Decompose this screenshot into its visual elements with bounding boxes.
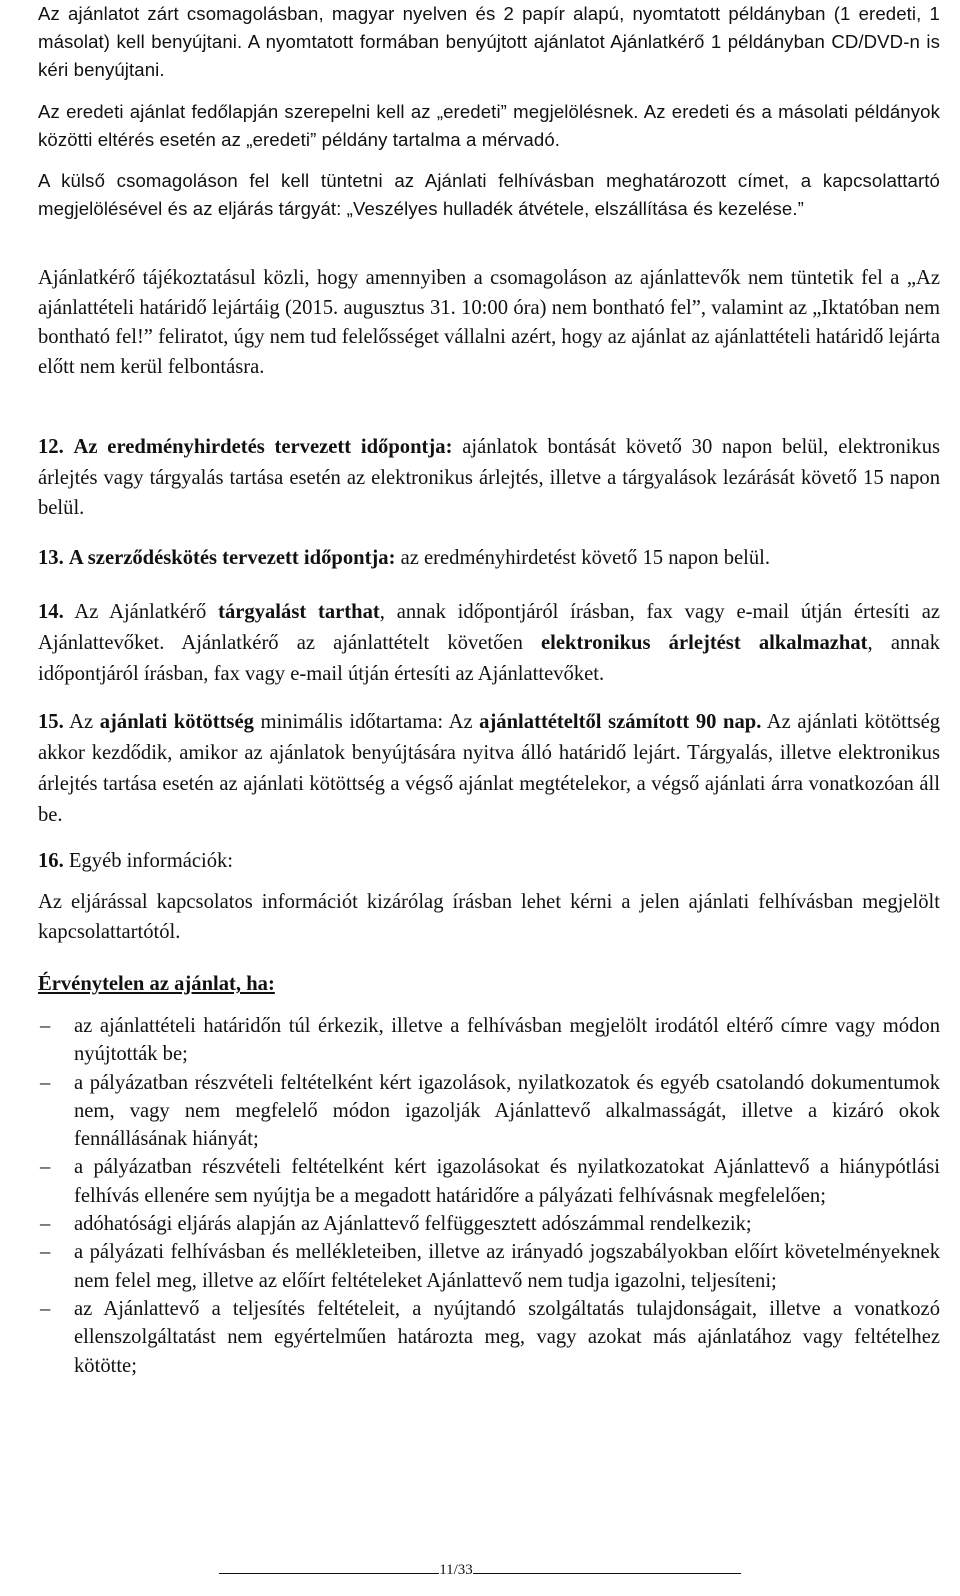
page-number: 11/33: [439, 1562, 473, 1578]
dash-bullet: –: [40, 1071, 51, 1094]
paragraph-text: A külső csomagoláson fel kell tüntetni az Ajánlati felhívásban meghatározott címet, a kapcsolattartó megjelölésével és az eljárás tárgyát: „Veszélyes hulladék átvétele, elszállítása és kezelése.”: [38, 170, 940, 219]
list-item-text: a pályázatban részvételi feltételként kért igazolások, nyilatkozatok és egyéb csatolandó dokumentumok nem, vagy nem megfelelő módon igazolják Ajánlattevő alkalmasságát, illetve a kizáró okok fennállásának hiányát;: [74, 1071, 940, 1151]
page-footer: [210, 1560, 750, 1580]
section-text: Az eljárással kapcsolatos információt kizárólag írásban lehet kérni a jelen ajánlati felhívásban megjelölt kapcsolattartótól.: [38, 891, 940, 943]
section-14: [38, 597, 940, 690]
section-16-body: [38, 887, 940, 947]
footer-rule-right: [473, 1572, 741, 1574]
section-text: minimális időtartama: Az: [253, 711, 480, 733]
dash-bullet: –: [40, 1241, 51, 1264]
bold-phrase: elektronikus árlejtést alkalmazhat: [541, 632, 868, 654]
section-text: Az: [63, 711, 100, 733]
paragraph-text: Az ajánlatot zárt csomagolásban, magyar nyelven és 2 papír alapú, nyomtatott példányban (1 eredeti, 1 másolat) kell benyújtani. A nyomtatott formában benyújtott ajánlatot Ajánlatkérő 1 példányban CD/DVD-n is kéri benyújtani.: [38, 3, 940, 80]
paragraph-original-marking: [38, 98, 940, 154]
section-text: Az Ajánlatkérő: [63, 601, 219, 623]
invalid-heading: Érvénytelen az ajánlat, ha:: [38, 973, 275, 995]
bold-phrase: ajánlati kötöttség: [99, 711, 254, 733]
bold-phrase: tárgyalást tarthat: [218, 601, 380, 623]
list-item: [38, 1210, 940, 1238]
section-text: , annak időpontjáról írásban, fax vagy e-mail útján értesíti az Ajánlattevőket. Ajánlatkérő az ajánlattételt követően: [38, 601, 940, 654]
dash-bullet: –: [40, 1297, 51, 1320]
list-item-text: a pályázati felhívásban és mellékleteiben, illetve az irányadó jogszabályokban előírt követelményeknek nem felel meg, illetve az előírt feltételeket Ajánlattevő nem tudja igazolni, teljesíteni;: [74, 1241, 940, 1292]
list-item-text: adóhatósági eljárás alapján az Ajánlattevő felfüggesztett adószámmal rendelkezik;: [74, 1213, 752, 1236]
section-text: az eredményhirdetést követő 15 napon belül.: [395, 547, 771, 569]
section-15: [38, 707, 940, 831]
dash-bullet: –: [40, 1213, 51, 1236]
section-text: , annak időpontjáról írásban, fax vagy e-mail útján értesíti az Ajánlattevőket.: [38, 632, 941, 685]
list-item: [38, 1238, 940, 1295]
list-item: [38, 1069, 940, 1154]
section-heading: Az eredményhirdetés tervezett időpontja:: [73, 436, 453, 458]
section-number: 16.: [38, 850, 64, 872]
invalid-heading-block: [38, 970, 940, 999]
list-item-text: az ajánlattételi határidőn túl érkezik, illetve a felhívásban megjelölt irodától eltérő címre vagy módon nyújtották be;: [74, 1015, 940, 1066]
dash-list: [38, 1012, 940, 1380]
paragraph-text: Ajánlatkérő tájékoztatásul közli, hogy amennyiben a csomagoláson az ajánlattevők nem tüntetik fel a „Az ajánlattételi határidő lejártáig (2015. augusztus 31. 10:00 óra) nem bontható fel”, valamint az „Iktatóban nem bontható fel!” feliratot, úgy nem tud felelősséget vállalni azért, hogy az ajánlat az ajánlattételi határidő lejárta előtt nem kerül felbontásra.: [38, 267, 940, 378]
section-number: 13.: [38, 547, 64, 569]
dash-bullet: –: [40, 1156, 51, 1179]
section-text: Az ajánlati kötöttség akkor kezdődik, amikor az ajánlatok benyújtására nyitva álló határidő lejárt. Tárgyalás, illetve elektronikus árlejtés tartása esetén az ajánlati kötöttség a végső ajánlat megtételekor, a végső ajánlati árra vonatkozóan áll be.: [38, 711, 941, 826]
dash-bullet: –: [40, 1015, 51, 1037]
section-heading: Egyéb információk:: [63, 850, 234, 872]
paragraph-outer-packaging: [38, 167, 940, 223]
footer-rule-left: [219, 1572, 439, 1574]
list-item: [38, 1012, 940, 1069]
paragraph-text: Az eredeti ajánlat fedőlapján szerepelni kell az „eredeti” megjelölésnek. Az eredeti és a másolati példányok közötti eltérés esetén az „eredeti” példány tartalma a mérvadó.: [38, 101, 940, 150]
section-number: 14.: [38, 601, 64, 623]
paragraph-disclaimer: [38, 264, 940, 382]
list-item: [38, 1295, 940, 1380]
paragraph-submission: [38, 0, 940, 84]
list-item-text: az Ajánlattevő a teljesítés feltételeit, a nyújtandó szolgáltatás tulajdonságait, illetve a vonatkozó ellenszolgáltatást nem egyértelműen határozta meg, vagy azokat más ajánlatához vagy feltételhez kötötte;: [74, 1297, 940, 1377]
section-heading: A szerződéskötés tervezett időpontja:: [68, 547, 396, 569]
section-16: [38, 847, 940, 876]
section-12: [38, 432, 940, 524]
section-text: ajánlatok bontását követő 30 napon belül, elektronikus árlejtés vagy tárgyalás tartása esetén az elektronikus árlejtés, illetve a tárgyalások lezárását követő 15 napon belül.: [38, 436, 941, 519]
section-number: 15.: [38, 711, 64, 733]
section-13: [38, 544, 940, 573]
invalid-list: [38, 1012, 940, 1380]
list-item: [38, 1153, 940, 1210]
list-item-text: a pályázatban részvételi feltételként kért igazolásokat és nyilatkozatokat Ajánlattevő a hiánypótlási felhívás ellenére sem nyújtja be a megadott határidőre a pályázati felhívásnak megfelelően;: [74, 1156, 940, 1207]
section-number: 12.: [38, 436, 64, 458]
bold-phrase: ajánlattételtől számított 90 nap.: [479, 711, 762, 733]
